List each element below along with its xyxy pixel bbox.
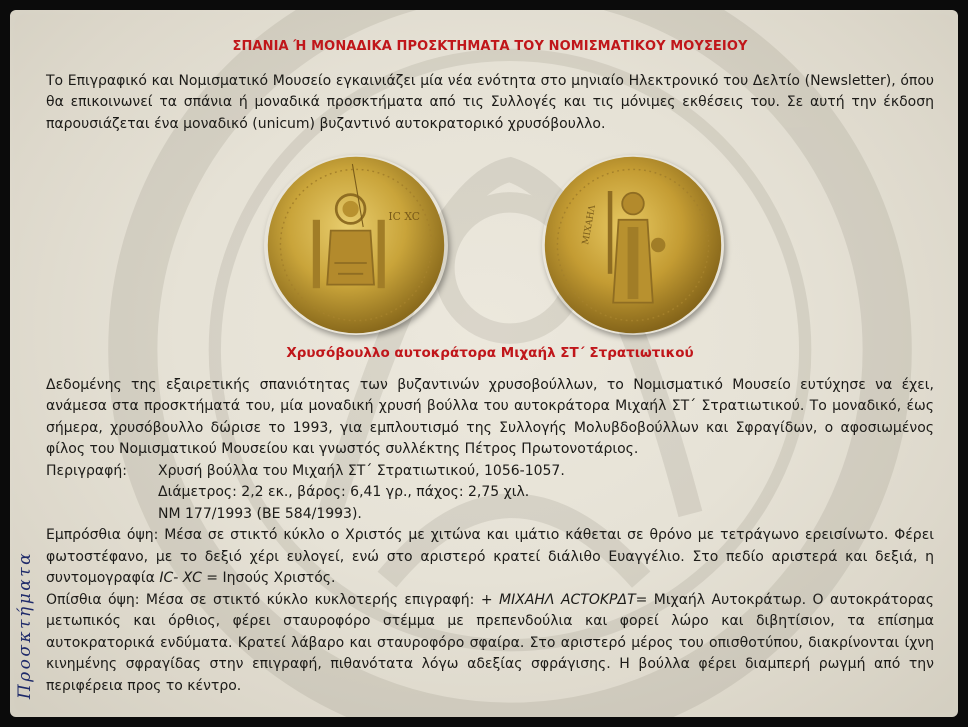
coin-obverse-image [264, 155, 448, 335]
coin-caption: Χρυσόβουλλο αυτοκράτορα Μιχαήλ ΣΤ΄ Στρατιωτικού [286, 345, 694, 361]
obverse-abbreviation: IC- XC [159, 570, 202, 586]
reverse-inscription-text: + ΜΙΧΑΗΛ ΑCΤΟΚΡΔΤ [480, 591, 636, 608]
intro-paragraph: Το Επιγραφικό και Νομισματικό Μουσείο εγκαινιάζει μία νέα ενότητα στο μηνιαίο Ηλεκτρονικό του Δελτίο (Newsletter), όπου θα επικοινωνεί τα σπάνια ή μοναδικά προσκτήματα από τις Συλλογές και τις μόνιμες εκθέσεις του. Σε αυτή την έκδοση παρουσιάζεται ένα μοναδικό (unicum) βυζαντινό αυτοκρατορικό χρυσόβουλλο. [46, 72, 934, 132]
reverse-tail: = Μιχαήλ Αυτοκράτωρ. Ο αυτοκράτορας μετωπικός και όρθιος, φέρει σταυροφόρο στέμμα με πρεπενδούλια και φορεί λώρο και διβητίσιον, τα επίσημα αυτοκρατορικά ενδύματα. Κρατεί λάβαρο και σταυροφόρο σφαίρα. Στο αριστερό μέρος του οπισθοτύπου, διακρίνονται ίχνη κινημένης σφραγίδας στην επιγραφή, πιθανότατα λόγω αδεξίας σφράγισης. Η βούλλα φέρει διαμπερή ρωγμή από την περιφέρεια προς το κέντρο. [46, 591, 934, 694]
reverse-paragraph [46, 590, 934, 698]
body-paragraph: Δεδομένης της εξαιρετικής σπανιότητας των βυζαντινών χρυσοβούλλων, το Νομισματικό Μουσείο ευτύχησε να έχει, ανάμεσα στα προσκτήματά του, μία μοναδική χρυσή βούλλα του αυτοκράτορα Μιχαήλ ΣΤ΄ Στρατιωτικού. Το μοναδικό, έως σήμερα, χρυσόβουλλο δώρισε το 1993, για εμπλουτισμό της Συλλογής Μολυβδοβούλλων και Σφραγίδων, ο αφοσιωμένος φίλος του Νομισματικού Μουσείου και γνωστός συλλέκτης Πέτρος Πρωτονοτάριος. [46, 376, 934, 457]
newsletter-panel [10, 10, 958, 717]
description-line: Χρυσή βούλλα του Μιχαήλ ΣΤ΄ Στρατιωτικού, 1056-1057. [158, 462, 565, 479]
description-line: ΝΜ 177/1993 (ΒΕ 584/1993). [158, 505, 362, 522]
coin-images [46, 147, 934, 343]
article [46, 36, 934, 697]
description-line: Διάμετρος: 2,2 εκ., βάρος: 6,41 γρ., πάχος: 2,75 χιλ. [158, 484, 530, 500]
obverse-inscription: IC XC [388, 209, 421, 223]
obverse-paragraph [46, 525, 934, 590]
obverse-text: Εμπρόσθια όψη: Μέσα σε στικτό κύκλο ο Χριστός με χιτώνα και ιμάτιο κάθεται σε θρόνο με τετράγωνο ερεισίνωτο. Φέρει φωτοστέφανο, με το δεξιό χέρι ευλογεί, ενώ στο αριστερό κρατεί διάλιθο Ευαγγέλιο. Στο πεδίο αριστερά και δεξιά, η συντομογραφία [46, 527, 934, 586]
reverse-inscription: ΜΙΧΑΗΛ [581, 204, 598, 246]
side-label-text: Προσκτήματα [15, 550, 35, 700]
side-label [14, 530, 36, 717]
coin-reverse-image [542, 155, 724, 335]
description-label: Περιγραφή: [46, 462, 127, 479]
description-block [46, 461, 934, 526]
page-title: ΣΠΑΝΙΑ Ή ΜΟΝΑΔΙΚΑ ΠΡΟΣΚΤΗΜΑΤΑ ΤΟΥ ΝΟΜΙΣΜΑΤΙΚΟΥ ΜΟΥΣΕΙΟΥ [232, 39, 748, 54]
obverse-tail: = Ιησούς Χριστός. [201, 570, 336, 586]
reverse-text: Οπίσθια όψη: Μέσα σε στικτό κύκλο κυκλοτερής επιγραφή: [46, 591, 481, 608]
